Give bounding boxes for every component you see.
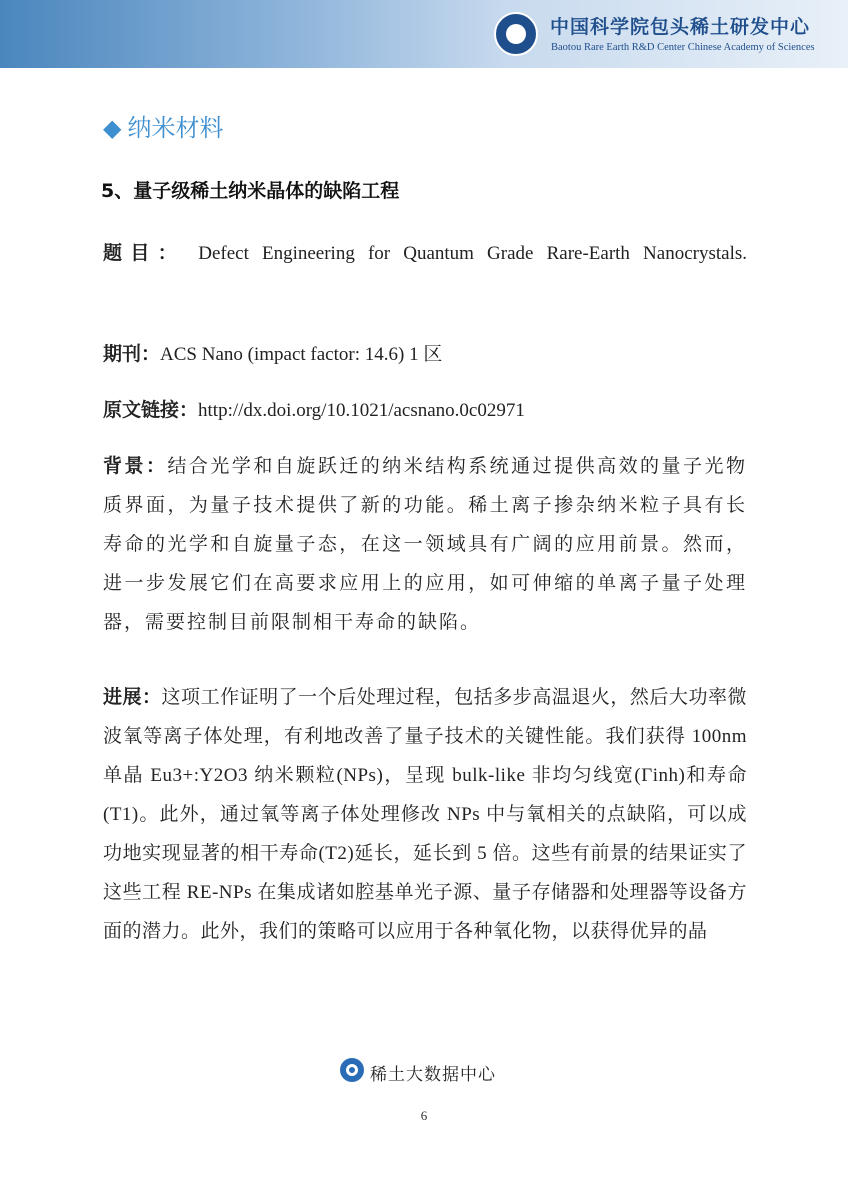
page-number: 6 — [420, 1108, 428, 1123]
section-title — [103, 108, 223, 143]
progress-label: 进展： — [103, 686, 162, 708]
journal-text: ACS Nano (impact factor: 14.6) 1 区 — [160, 344, 443, 365]
link-block — [103, 391, 747, 430]
link-text[interactable]: http://dx.doi.org/10.1021/acsnano.0c02971 — [198, 400, 525, 421]
article-heading: 5、量子级稀土纳米晶体的缺陷工程 — [101, 180, 400, 202]
journal-block — [103, 335, 747, 374]
link-label: 原文链接： — [103, 399, 199, 421]
footer-name: 稀土大数据中心 — [370, 1065, 496, 1085]
journal-label: 期刊： — [103, 343, 161, 365]
diamond-bullet-icon: ◆ — [103, 114, 122, 142]
section-title-text: 纳米材料 — [127, 114, 224, 142]
title-label: 题目： — [103, 242, 186, 264]
background-label: 背景： — [103, 455, 168, 477]
cas-logo-icon — [494, 12, 538, 56]
big-data-logo-icon — [340, 1058, 364, 1082]
background-text: 结合光学和自旋跃迁的纳米结构系统通过提供高效的量子光物质界面，为量子技术提供了新的功能。稀土离子掺杂纳米粒子具有长寿命的光学和自旋量子态，在这一领域具有广阔的应用前景。然而，进一步发展它们在高要求应用上的应用，如可伸缩的单离子量子处理器，需要控制目前限制相干寿命的缺陷。 — [103, 456, 747, 633]
org-name-cn: 中国科学院包头稀土研发中心 — [550, 16, 811, 38]
title-text: Defect Engineering for Quantum Grade Rare-Earth Nanocrystals. — [198, 243, 747, 264]
title-block — [103, 234, 747, 273]
progress-block — [103, 678, 747, 951]
background-block — [103, 447, 747, 642]
org-name-en: Baotou Rare Earth R&D Center Chinese Academy of Sciences — [551, 42, 815, 53]
progress-text: 这项工作证明了一个后处理过程，包括多步高温退火，然后大功率微波氧等离子体处理，有利地改善了量子技术的关键性能。我们获得 100nm 单晶 Eu3+:Y2O3 纳米颗粒(NPs)，呈现 bulk-like 非均匀线宽(Γinh)和寿命(T1)。此外，通过氧等离子体处理修改 NPs 中与氧相关的点缺陷，可以成功地实现显著的相干寿命(T2)延长，延长到 5 倍。这些有前景的结果证实了这些工程 RE-NPs 在集成诸如腔基单光子源、量子存储器和处理器等设备方面的潜力。此外，我们的策略可以应用于各种氧化物，以获得优异的晶 — [103, 687, 747, 942]
